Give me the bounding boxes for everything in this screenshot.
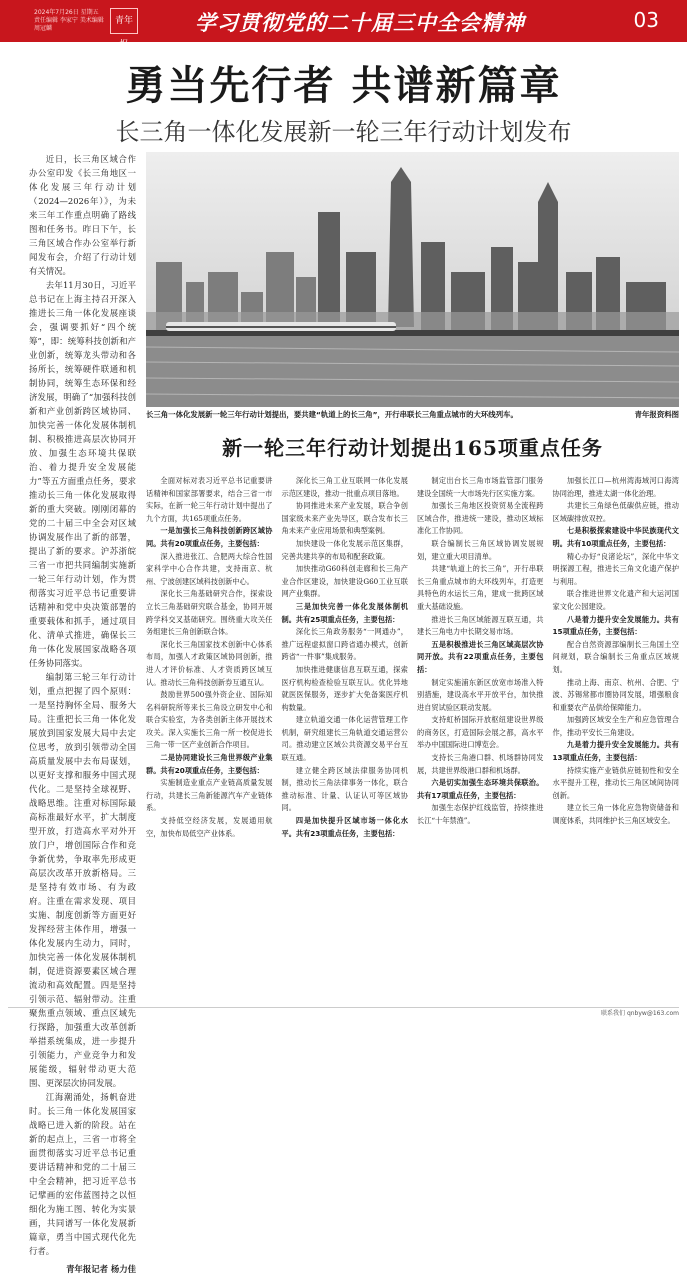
task-paragraph: 深化长三角政务服务“一网通办”，推广远程虚拟窗口跨省通办模式，创新跨省“一件事”集成服务。	[281, 627, 408, 662]
task-paragraph: 推进长三角区域能源互联互通，共建长三角电力中长期交易市场。	[417, 614, 544, 637]
task-paragraph: 共建“轨道上的长三角”，开行串联长三角重点城市的大环线列车，打造更具特色的水运长三角，建成一批跨区域重大基础设施。	[417, 564, 544, 611]
lead-paragraph: 近日，长三角区域合作办公室印发《长三角地区一体化发展三年行动计划（2024—2026年）》，为未来三年工作重点明确了路线图和任务书。昨日下午，长三角区域合作办公室举行新闻发布会，介绍了行动计划有关情况。	[29, 154, 136, 276]
task-paragraph: 加强生态保护红线监管，持续推进长江“十年禁渔”。	[417, 803, 544, 826]
issue-meta	[34, 9, 109, 33]
page-number: 03	[633, 8, 659, 32]
task-paragraph: 深化长三角工业互联网一体化发展示范区建设，推动一批重点项目落地。	[281, 476, 408, 498]
issue-date: 2024年7月26日 星期五	[34, 9, 99, 16]
task-category-heading: 二是协同建设长三角世界级产业集群。共有20项重点任务，主要包括：	[146, 753, 273, 775]
reporter-byline: 青年报记者 杨力佳	[66, 1264, 136, 1274]
task-list-article	[146, 475, 679, 1010]
task-paragraph: 制定出台长三角市场监管部门服务建设全国统一大市场先行区实施方案。	[417, 476, 544, 498]
photo-caption	[146, 410, 679, 420]
newspaper-logo: 青年报	[110, 8, 138, 34]
task-paragraph: 建立健全跨区域法律服务协同机制，推动长三角法律事务一体化，联合推动标准、计量、认证认可等区域协同。	[281, 765, 408, 813]
task-paragraph: 支持虹桥国际开放枢纽建设世界级的商务区，打造国际会展之都，高水平举办中国国际进口博览会。	[417, 715, 544, 750]
task-paragraph: 建立长三角一体化应急物资储备和调度体系，共同维护长三角区域安全。	[552, 803, 679, 826]
task-paragraph: 加快推进健康信息互联互通，探索医疗机构检查检验互联互认。优化异地就医医保服务，逐步扩大免备案医疗机构数量。	[281, 664, 408, 712]
task-paragraph: 支持长三角港口群、机场群协同发展，共建世界级港口群和机场群。	[417, 753, 544, 775]
skyline-train-photo	[146, 152, 679, 407]
task-paragraph: 建立轨道交通一体化运营管理工作机制，研究组建长三角轨道交通运营公司。推动建立区域公共资源交易平台互联互通。	[281, 715, 408, 763]
column-slogan: 学习贯彻党的二十届三中全会精神	[195, 11, 525, 35]
task-paragraph: 深化长三角基础研究合作，探索设立长三角基础研究联合基金，协同开展跨学科交叉基础研究。围绕重大攻关任务组建长三角创新联合体。	[146, 589, 273, 637]
editor-line: 责任编辑 李家宁 美术编辑 周冠麟	[34, 17, 104, 32]
task-paragraph: 制定实施浦东新区放宽市场准入特别措施，建设高水平开放平台，加快推进自贸试验区联动发展。	[417, 677, 544, 712]
task-paragraph: 加强长江口—杭州湾海域河口海湾协同治理，推进太湖一体化治理。	[552, 476, 679, 498]
caption-text: 长三角一体化发展新一轮三年行动计划提出，要共建“轨道上的长三角”，开行串联长三角重点城市的大环线列车。	[146, 410, 518, 419]
task-category-heading: 九是着力提升安全发展能力。共有13项重点任务，主要包括：	[552, 740, 679, 763]
top-banner	[0, 0, 687, 50]
lead-paragraph: 江海潮涌处，扬帆奋进时。长三角一体化发展国家战略已进入新的阶段。站在新的起点上，三省一市将全面贯彻落实习近平总书记重要讲话精神和党的二十届三中全会精神，把习近平总书记擘画的宏伟蓝图持之以恒细化为施工图、转化为实景画，共同谱写一体化发展新篇章，勇当中国式现代化先行者。	[29, 1092, 136, 1256]
photo-credit: 青年报资料图	[634, 410, 679, 419]
task-paragraph: 深入推进张江、合肥两大综合性国家科学中心合作共建，支持南京、杭州、宁波创建区域科技创新中心。	[146, 551, 273, 586]
task-paragraph: 联合编制长三角区域协调发展规划，建立重大项目清单。	[417, 538, 544, 561]
task-category-heading: 七是积极探索建设中华民族现代文明。共有10项重点任务，主要包括：	[552, 526, 679, 548]
task-category-heading: 四是加快提升区域市场一体化水平。共有23项重点任务，主要包括：	[281, 816, 408, 838]
section-title: 新一轮三年行动计划提出165项重点任务	[222, 436, 603, 460]
task-category-heading: 三是加快完善一体化发展体制机制。共有25项重点任务，主要包括：	[281, 601, 408, 624]
task-category-heading: 八是着力提升安全发展能力。共有15项重点任务，主要包括：	[552, 614, 679, 637]
task-paragraph: 深化长三角国家技术创新中心体系布局，加强人才政策区域协同创新，推进人才评价标准、人才资质跨区域互认。推动长三角科技创新券互通互认。	[146, 639, 273, 687]
task-paragraph: 全面对标对表习近平总书记重要讲话精神和国家部署要求，结合三省一市实际，在新一轮三年行动计划中提出了九个方面，共165项重点任务。	[146, 476, 273, 523]
task-paragraph: 推动上海、南京、杭州、合肥、宁波、苏锡常都市圈协同发展，增强粮食和重要农产品供给保障能力。	[552, 677, 679, 712]
task-paragraph: 协同推进未来产业发展，联合争创国家级未来产业先导区，联合发布长三角未来产业应用场景和典型案例。	[281, 501, 408, 536]
task-paragraph: 配合自然资源部编制长三角国土空间规划，联合编制长三角重点区域规划。	[552, 639, 679, 674]
task-paragraph: 持续实施产业链供应链韧性和安全水平提升工程，推动长三角区域间协同创新。	[552, 765, 679, 800]
task-paragraph: 精心办好“良渚论坛”，深化中华文明探源工程，推进长三角文化遗产保护与利用。	[552, 551, 679, 586]
task-paragraph: 联合推进世界文化遗产和大运河国家文化公园建设。	[552, 589, 679, 611]
task-paragraph: 支持低空经济发展，发展通用航空，加快布局低空产业体系。	[146, 816, 273, 838]
page-footer: 联系我们 qnbyw@163.com	[8, 1007, 679, 1020]
lead-paragraph: 编制第三轮三年行动计划，重点把握了四个原则：一是坚持胸怀全局、服务大局。注重把长三角一体化发展放到国家发展大局中去定位思考，放到引领带动全国高质量发展中去布局谋划，以更好支撑和服务中国式现代化。二是坚持全球视野、战略思维。注重对标国际最高标准最好水平，扩大制度型开放，打造高水平对外开放门户，增创国际合作和竞争新优势，争取率先形成更高层次改革开放新格局。三是坚持有效市场、有为政府。注重在需求发现、项目实施、制度创新等方面更好发挥经营主体作用，增强一体化发展内生动力，同时，加快完善一体化发展体制机制，促进资源要素区域合理流动和高效配置。四是坚持引领示范、辐射带动。注重聚焦重点领域、重点区域先行探路，加强重大改革创新举措系统集成，进一步提升引领能力，产业竞争力和发展能级，辐射带动更大范围、更深层次协同发展。	[29, 672, 136, 1088]
task-category-heading: 六是切实加强生态环境共保联治。共有17项重点任务，主要包括：	[417, 778, 544, 800]
task-category-heading: 一是加强长三角科技创新跨区域协同。共有20项重点任务，主要包括：	[146, 526, 273, 548]
main-headline: 勇当先行者 共谱新篇章	[125, 63, 562, 109]
sub-headline: 长三角一体化发展新一轮三年行动计划发布	[115, 118, 572, 146]
task-paragraph: 共建长三角绿色低碳供应链，推动区域碳排放双控。	[552, 501, 679, 523]
task-paragraph: 实施制造业重点产业链高质量发展行动，共建长三角新能源汽车产业链体系。	[146, 778, 273, 813]
task-paragraph: 加快推动G60科创走廊和长三角产业合作区建设，加快建设G60工业互联网产业集群。	[281, 564, 408, 599]
task-category-heading: 五是积极推进长三角区域高层次协同开放。共有22项重点任务，主要包括：	[417, 639, 544, 674]
task-paragraph: 加强跨区域安全生产和应急管理合作，推动平安长三角建设。	[552, 715, 679, 737]
lead-paragraph: 去年11月30日，习近平总书记在上海主持召开深入推进长三角一体化发展座谈会，强调要抓好“四个统筹”，即：统筹科技创新和产业创新，统筹龙头带动和各扬所长，统筹硬件联通和机制协同，统筹生态环保和经济发展，明确了“加强科技创新和产业创新跨区域协同、加快完善一体化发展体制机制、积极推进高层次协同开放、加强生态环境共保联治、着力提升安全发展能力”等五方面重点任务，要求推动长三角一体化发展取得新的重大突破。刚刚闭幕的党的二十届三中全会对区域协调发展作出了新的部署，提出了新的要求。沪苏浙皖三省一市把共同编制实施新一轮三年行动计划，作为贯彻落实习近平总书记重要讲话精神和党中央决策部署的重要载体和抓手，通过项目化、清单式推进，确保长三角一体化发展国家战略各项任务协同落实。	[29, 280, 136, 668]
lead-article-column	[29, 152, 136, 1276]
task-paragraph: 加强长三角地区投资贸易全流程跨区域合作，推进统一建设，推动区域标准化工作协同。	[417, 501, 544, 536]
task-paragraph: 鼓励世界500强外资企业、国际知名科研院所等来长三角设立研发中心和联合实验室，为各类创新主体开展技术攻关。深入实施长三角一所一校促进长三角一带一区产业创新合作项目。	[146, 690, 273, 750]
task-paragraph: 加快建设一体化发展示范区集群，完善共建共享的布局和配套政策。	[281, 538, 408, 561]
